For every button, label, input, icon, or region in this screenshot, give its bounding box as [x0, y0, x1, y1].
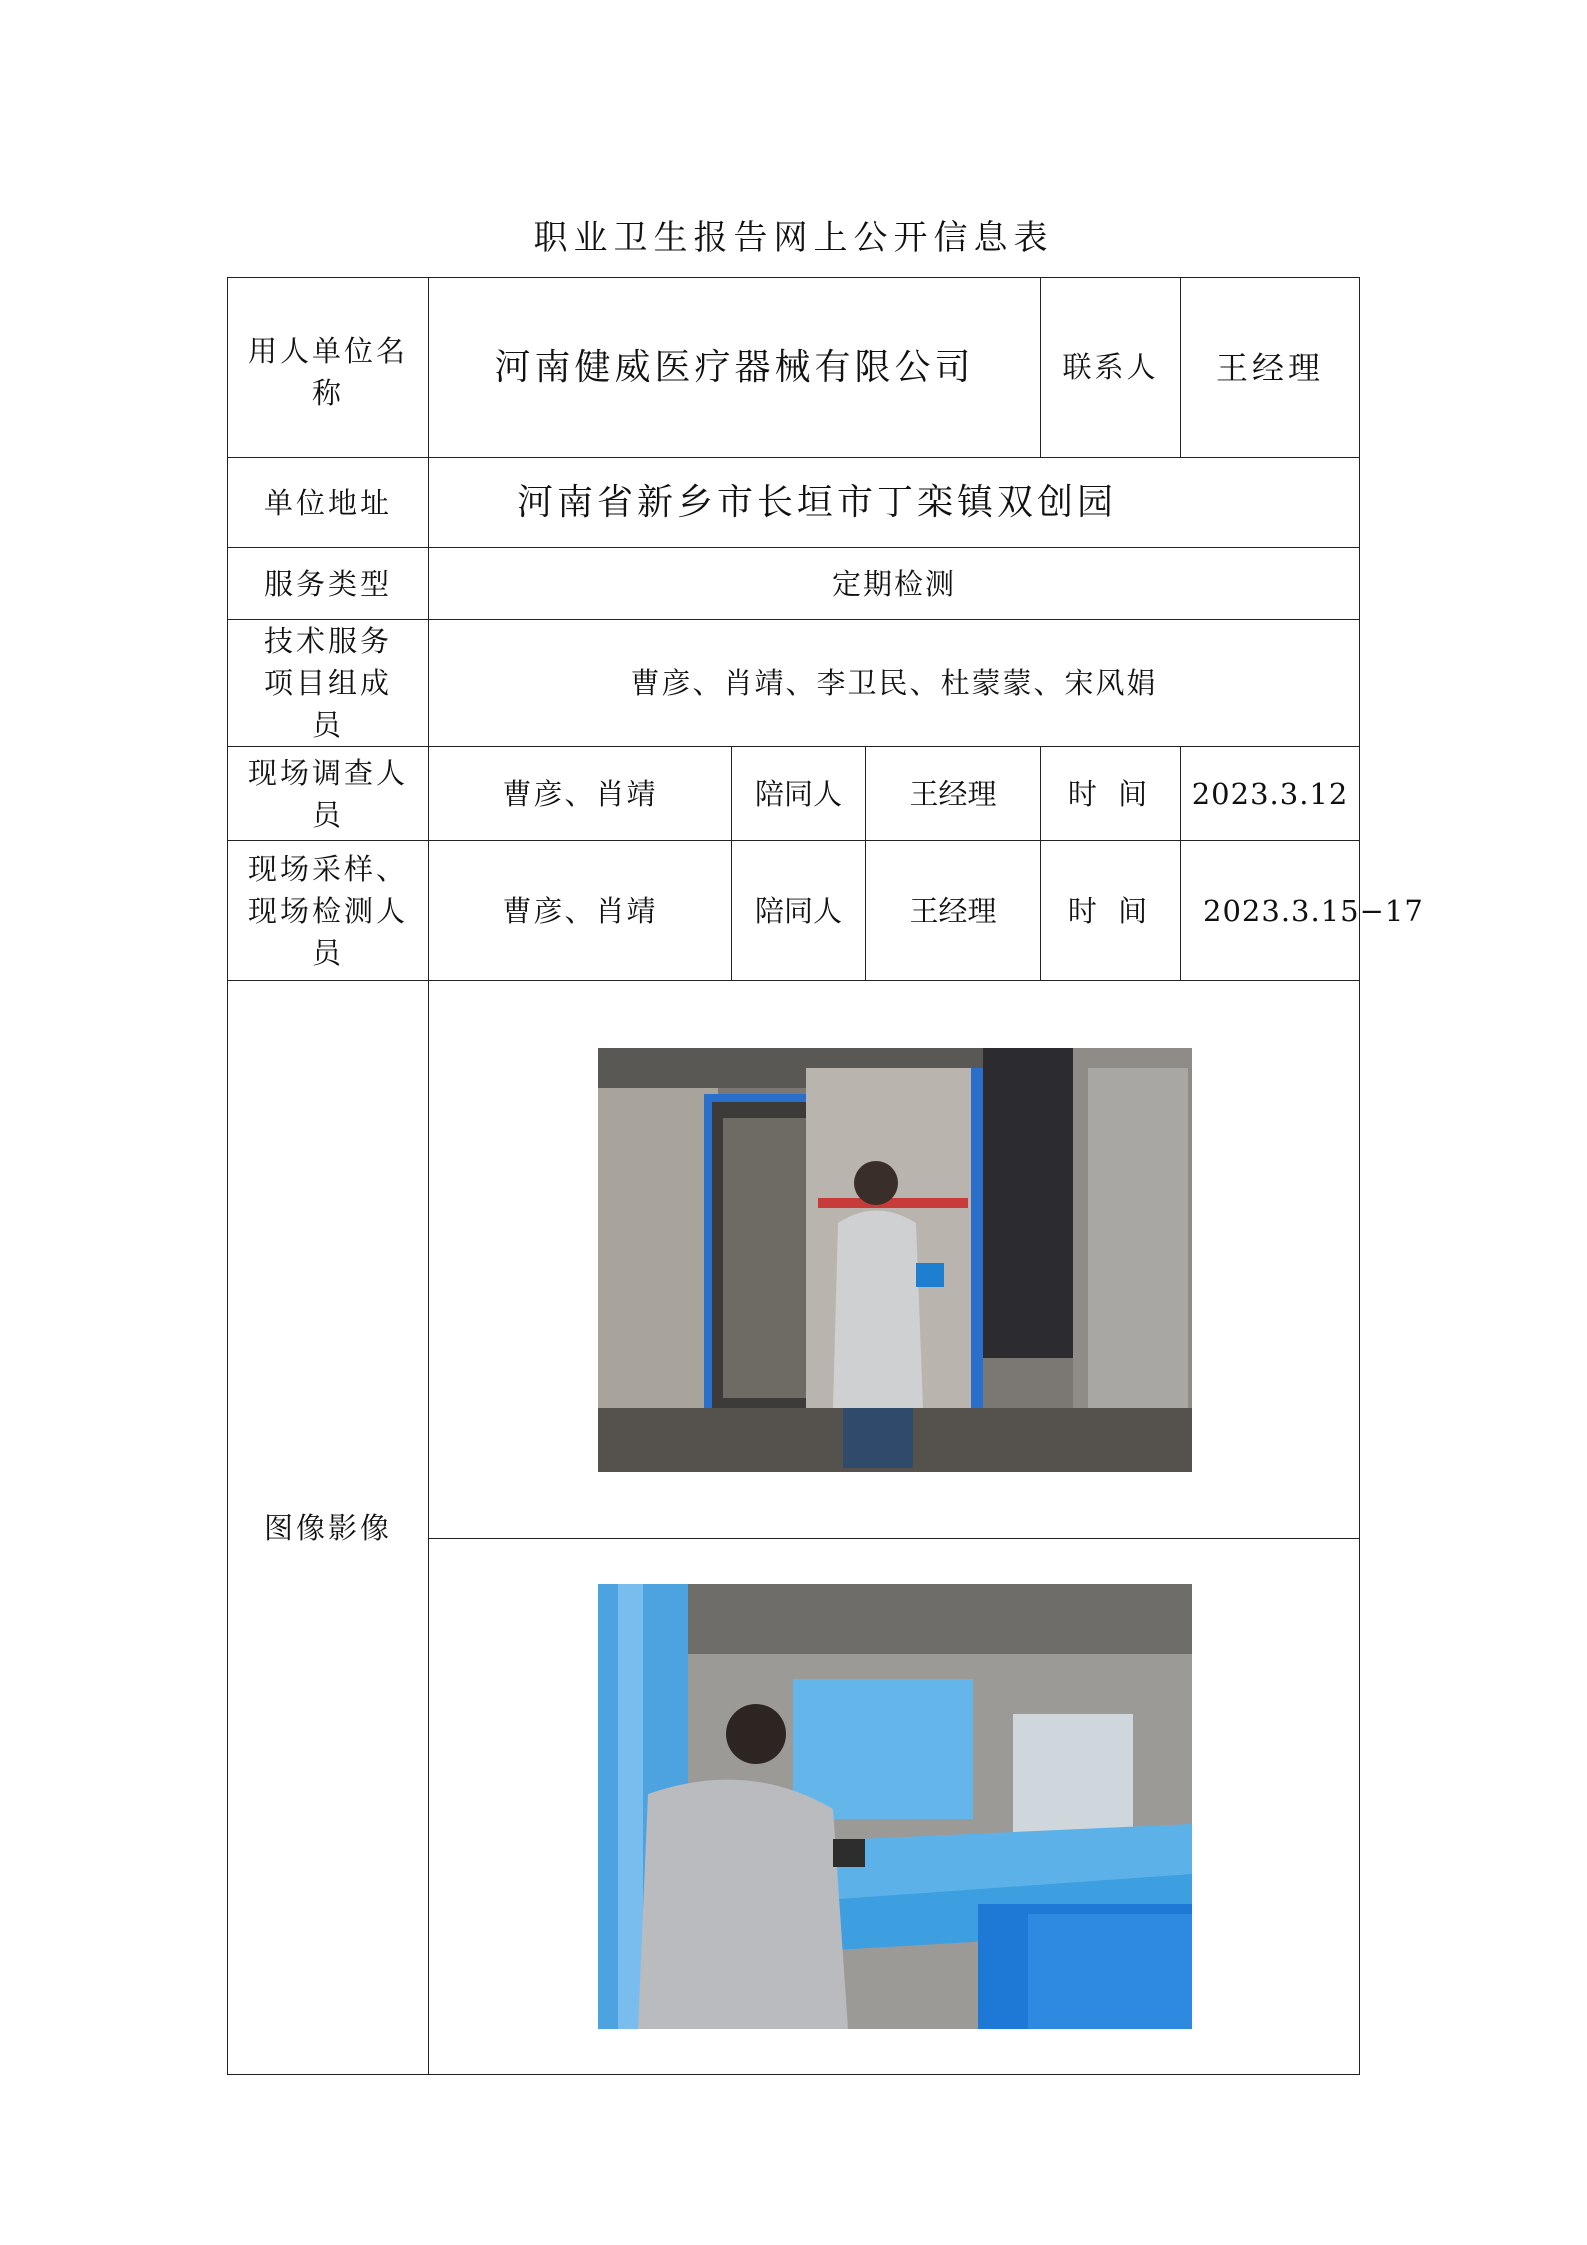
- sampling-label: 现场采样、现场检测人员: [228, 841, 429, 981]
- survey-time-label: 时 间: [1041, 747, 1181, 841]
- site-photo-production-line: [598, 1584, 1192, 2029]
- row-employer: [228, 278, 1360, 458]
- site-photo-sterilizer: [598, 1048, 1192, 1472]
- sampling-accomp-value: 王经理: [866, 841, 1041, 981]
- sampling-time-value: 2023.3.15−17: [1181, 841, 1360, 981]
- row-team: [228, 620, 1360, 747]
- photo-cell-1: [429, 981, 1360, 1539]
- sampling-value: 曹彦、肖靖: [429, 841, 732, 981]
- row-address: [228, 458, 1360, 548]
- team-label: 技术服务项目组成员: [228, 620, 429, 747]
- address-value: 河南省新乡市长垣市丁栾镇双创园: [429, 458, 1360, 548]
- team-value: 曹彦、肖靖、李卫民、杜蒙蒙、宋风娟: [429, 620, 1360, 747]
- contact-value: 王经理: [1181, 278, 1360, 458]
- address-label: 单位地址: [228, 458, 429, 548]
- survey-accomp-value: 王经理: [866, 747, 1041, 841]
- employer-value: 河南健威医疗器械有限公司: [429, 278, 1041, 458]
- row-service: [228, 548, 1360, 620]
- contact-label: 联系人: [1041, 278, 1181, 458]
- survey-value: 曹彦、肖靖: [429, 747, 732, 841]
- sampling-accomp-label: 陪同人: [732, 841, 866, 981]
- survey-label: 现场调查人员: [228, 747, 429, 841]
- survey-time-value: 2023.3.12: [1181, 747, 1360, 841]
- page-title: 职业卫生报告网上公开信息表: [533, 218, 1054, 258]
- row-survey: [228, 747, 1360, 841]
- row-sampling: [228, 841, 1360, 981]
- sampling-time-label: 时 间: [1041, 841, 1181, 981]
- service-label: 服务类型: [228, 548, 429, 620]
- survey-accomp-label: 陪同人: [732, 747, 866, 841]
- row-images-1: [228, 981, 1360, 1539]
- info-table: [227, 277, 1424, 2075]
- photo-cell-2: [429, 1539, 1360, 2075]
- service-value: 定期检测: [429, 548, 1360, 620]
- images-label: 图像影像: [228, 981, 429, 2075]
- employer-label: 用人单位名称: [228, 278, 429, 458]
